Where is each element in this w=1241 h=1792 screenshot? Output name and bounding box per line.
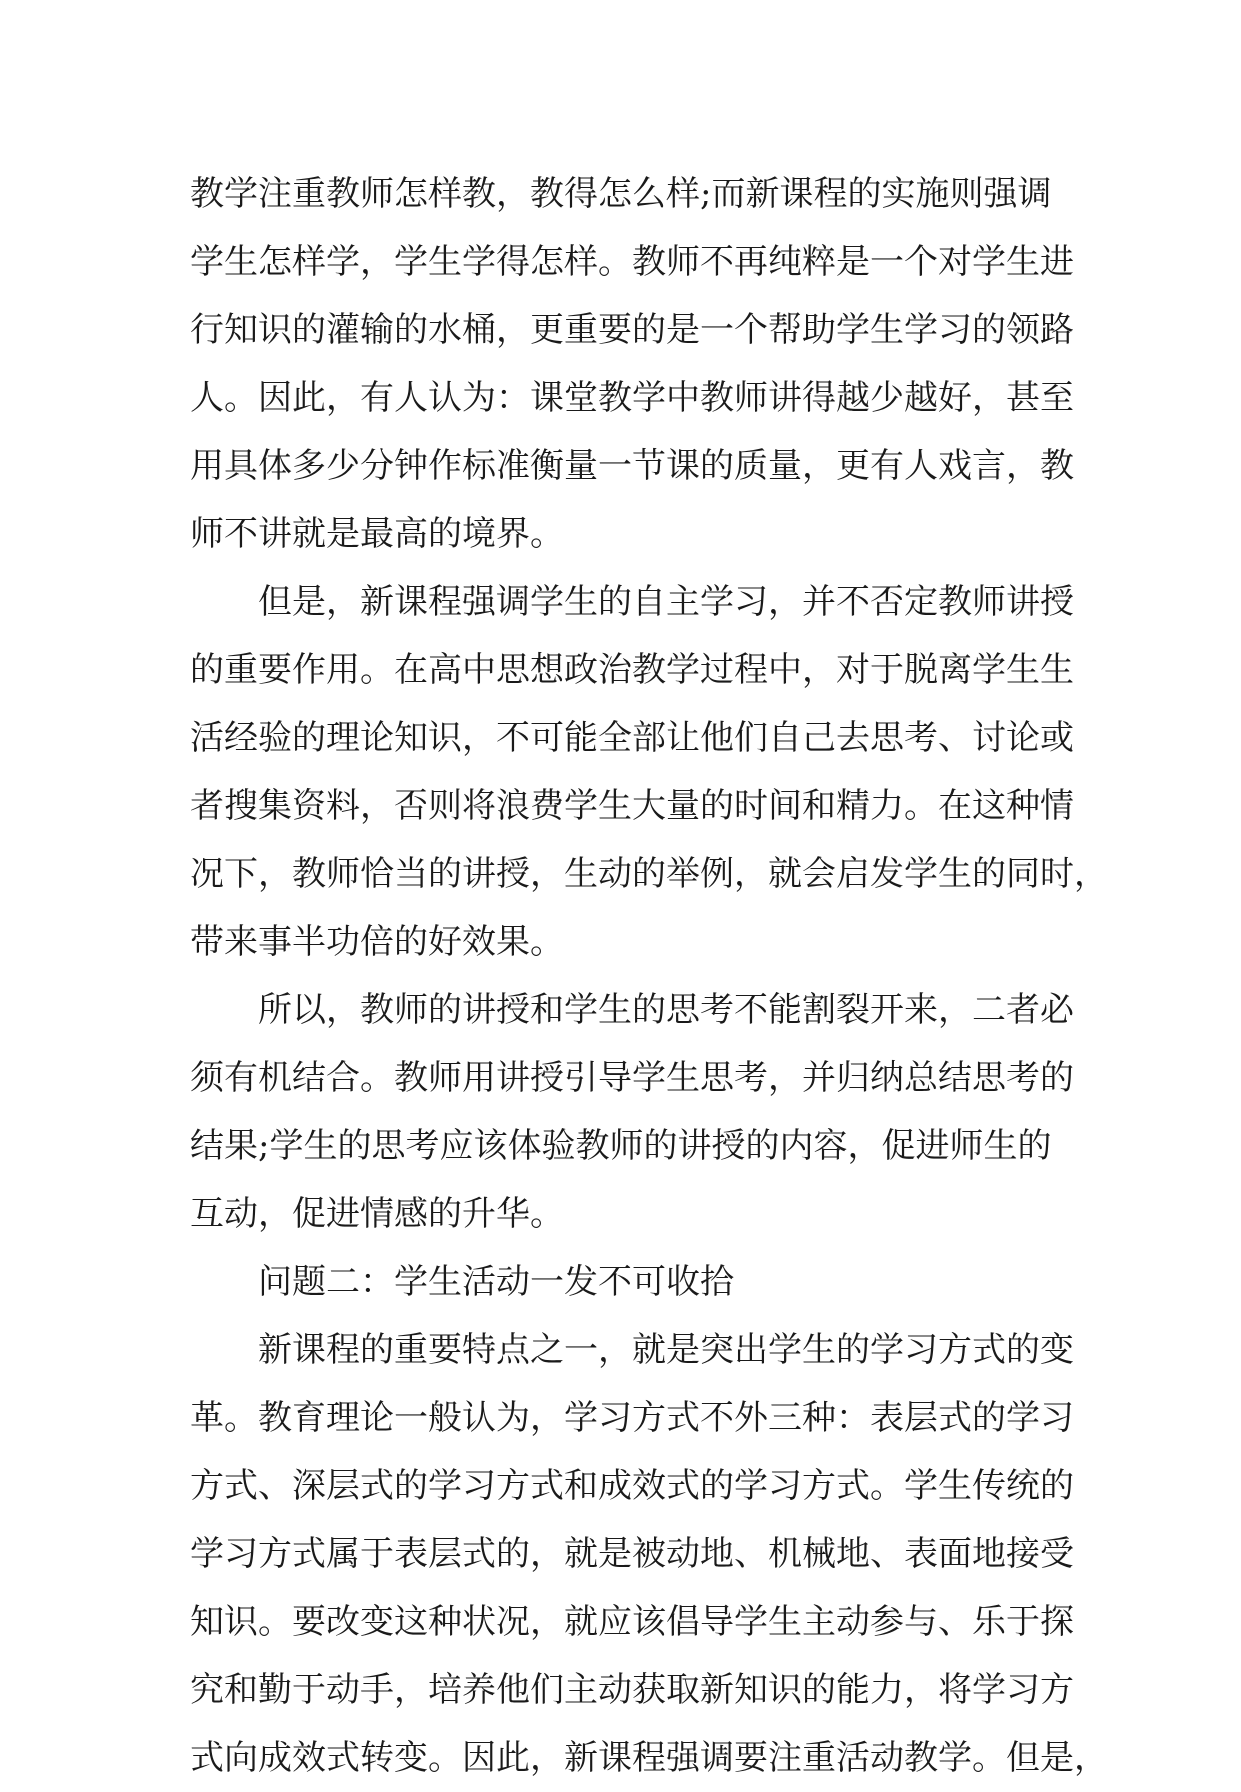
section-heading: [190, 1248, 1050, 1316]
text-line: 但是，新课程强调学生的自主学习，并不否定教师讲授: [258, 582, 1074, 622]
text-line: 人。因此，有人认为：课堂教学中教师讲得越少越好，甚至: [190, 378, 1074, 418]
paragraph-4: [190, 1316, 1108, 1792]
document-page: [190, 160, 1108, 1792]
text-line: 学习方式属于表层式的，就是被动地、机械地、表面地接受: [190, 1534, 1074, 1574]
text-line: 结果;学生的思考应该体验教师的讲授的内容，促进师生的: [190, 1126, 1052, 1166]
text-line: 的重要作用。在高中思想政治教学过程中，对于脱离学生生: [190, 650, 1074, 690]
text-line: 师不讲就是最高的境界。: [190, 514, 564, 554]
paragraph-1: [190, 160, 1074, 568]
text-line: 带来事半功倍的好效果。: [190, 922, 564, 962]
text-line: 革。教育理论一般认为，学习方式不外三种：表层式的学习: [190, 1398, 1074, 1438]
text-line: 式向成效式转变。因此，新课程强调要注重活动教学。但是，: [190, 1738, 1108, 1778]
text-line: 行知识的灌输的水桶，更重要的是一个帮助学生学习的领路: [190, 310, 1074, 350]
text-line: 者搜集资料，否则将浪费学生大量的时间和精力。在这种情: [190, 786, 1074, 826]
text-line: 况下，教师恰当的讲授，生动的举例，就会启发学生的同时，: [190, 854, 1108, 894]
heading-line: 问题二：学生活动一发不可收拾: [258, 1262, 734, 1302]
text-line: 活经验的理论知识，不可能全部让他们自己去思考、讨论或: [190, 718, 1074, 758]
text-line: 知识。要改变这种状况，就应该倡导学生主动参与、乐于探: [190, 1602, 1074, 1642]
paragraph-3: [190, 976, 1074, 1248]
text-line: 新课程的重要特点之一，就是突出学生的学习方式的变: [258, 1330, 1074, 1370]
text-line: 用具体多少分钟作标准衡量一节课的质量，更有人戏言，教: [190, 446, 1074, 486]
text-line: 教学注重教师怎样教，教得怎么样;而新课程的实施则强调: [190, 174, 1052, 214]
text-line: 学生怎样学，学生学得怎样。教师不再纯粹是一个对学生进: [190, 242, 1074, 282]
text-line: 须有机结合。教师用讲授引导学生思考，并归纳总结思考的: [190, 1058, 1074, 1098]
text-line: 方式、深层式的学习方式和成效式的学习方式。学生传统的: [190, 1466, 1074, 1506]
text-line: 所以，教师的讲授和学生的思考不能割裂开来，二者必: [258, 990, 1074, 1030]
text-line: 互动，促进情感的升华。: [190, 1194, 564, 1234]
paragraph-2: [190, 568, 1108, 976]
text-line: 究和勤于动手，培养他们主动获取新知识的能力，将学习方: [190, 1670, 1074, 1710]
